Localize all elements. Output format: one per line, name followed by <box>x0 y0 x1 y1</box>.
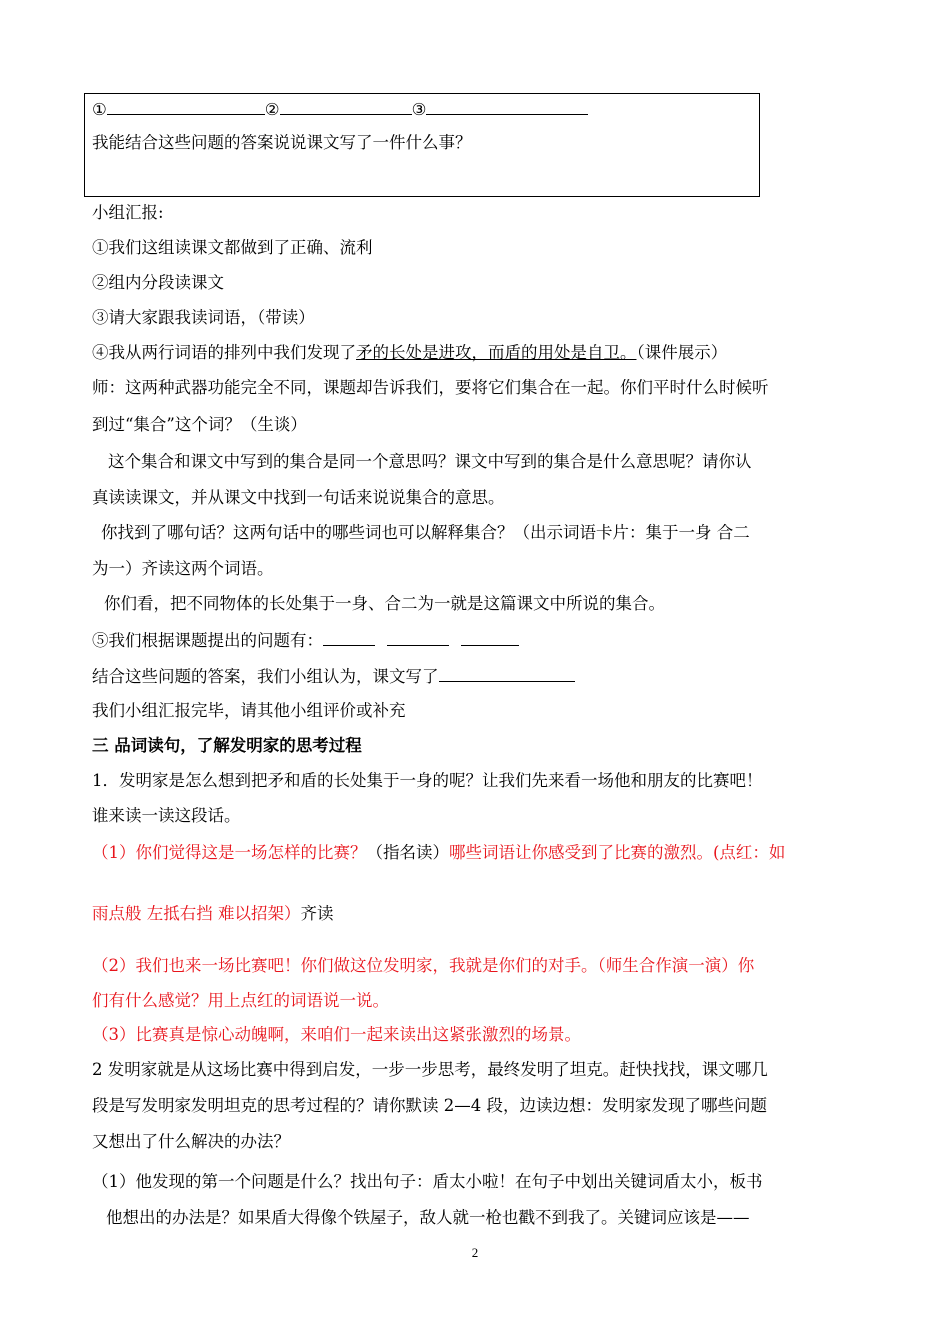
text-line: 段是写发明家发明坦克的思考过程的？请你默读 2—4 段，边读边想：发明家发现了哪些问题 <box>92 1096 767 1115</box>
text-line: （3）比赛真是惊心动魄啊，来咱们一起来读出这紧张激烈的场景。 <box>92 1025 581 1044</box>
text-line: （2）我们也来一场比赛吧！你们做这位发明家，我就是你们的对手。（师生合作演一演）你 <box>92 956 755 975</box>
blank-line-4[interactable] <box>323 628 375 646</box>
circled-three: ③ <box>411 100 427 119</box>
circled-one: ① <box>92 100 107 119</box>
blank-answer-row <box>92 97 588 122</box>
section-heading: 三 品词读句，了解发明家的思考过程 <box>92 736 362 755</box>
text-line: 谁来读一读这段话。 <box>92 806 241 825</box>
text-line: ⑤我们根据课题提出的问题有： <box>92 628 519 653</box>
blank-line-1[interactable] <box>107 97 265 115</box>
text-line: 为一）齐读这两个词语。 <box>92 559 274 578</box>
group-report-heading: 小组汇报: <box>92 203 164 222</box>
text-line: 你找到了哪句话？这两句话中的哪些词也可以解释集合？（出示词语卡片：集于一身 合二 <box>101 523 750 542</box>
text-line: 1．发明家是怎么想到把矛和盾的长处集于一身的呢？让我们先来看一场他和朋友的比赛吧！ <box>92 771 763 790</box>
text-line: 们有什么感觉？用上点红的词语说一说。 <box>92 991 389 1010</box>
text-line: 到过“集合”这个词？（生谈） <box>92 415 307 434</box>
circled-two: ② <box>264 100 280 119</box>
text-line: 又想出了什么解决的办法？ <box>92 1132 290 1151</box>
text-line: 师：这两种武器功能完全不同，课题却告诉我们，要将它们集合在一起。你们平时什么时候听 <box>92 378 769 397</box>
text-line: 2 发明家就是从这场比赛中得到启发，一步一步思考，最终发明了坦克。赶快找找，课文哪几 <box>92 1060 768 1079</box>
text-line: （1）他发现的第一个问题是什么？找出句子：盾太小啦！在句子中划出关键词盾太小，板书 <box>92 1172 763 1191</box>
blank-line-3[interactable] <box>426 97 588 115</box>
underlined-phrase: 矛的长处是进攻，而盾的用处是自卫。 <box>356 343 637 362</box>
text-line: 我们小组汇报完毕，请其他小组评价或补充 <box>92 701 406 720</box>
text-line: 雨点般 左抵右挡 难以招架）齐读 <box>92 904 334 923</box>
text-line: 这个集合和课文中写到的集合是同一个意思吗？课文中写到的集合是什么意思呢？请你认 <box>108 452 752 471</box>
text-line: 结合这些问题的答案，我们小组认为，课文写了 <box>92 664 575 689</box>
text-line: ④我从两行词语的排列中我们发现了矛的长处是进攻，而盾的用处是自卫。（课件展示） <box>92 343 728 362</box>
blank-line-7[interactable] <box>439 664 575 682</box>
text-line: 他想出的办法是？如果盾大得像个铁屋子，敌人就一枪也戳不到我了。关键词应该是—— <box>106 1208 750 1227</box>
box-question: 我能结合这些问题的答案说说课文写了一件什么事？ <box>92 133 472 152</box>
text-line: ①我们这组读课文都做到了正确、流利 <box>92 238 373 257</box>
blank-line-2[interactable] <box>280 97 412 115</box>
page-number: 2 <box>471 1245 479 1260</box>
text-line: 真读读课文，并从课文中找到一句话来说说集合的意思。 <box>92 488 505 507</box>
text-line: （1）你们觉得这是一场怎样的比赛？（指名读）哪些词语让你感受到了比赛的激烈。(点红：如 <box>92 843 786 862</box>
text-line: ③请大家跟我读词语，（带读） <box>92 308 315 327</box>
text-line: 你们看，把不同物体的长处集于一身、合二为一就是这篇课文中所说的集合。 <box>104 594 665 613</box>
text-line: ②组内分段读课文 <box>92 273 224 292</box>
blank-line-5[interactable] <box>387 628 449 646</box>
blank-line-6[interactable] <box>461 628 519 646</box>
